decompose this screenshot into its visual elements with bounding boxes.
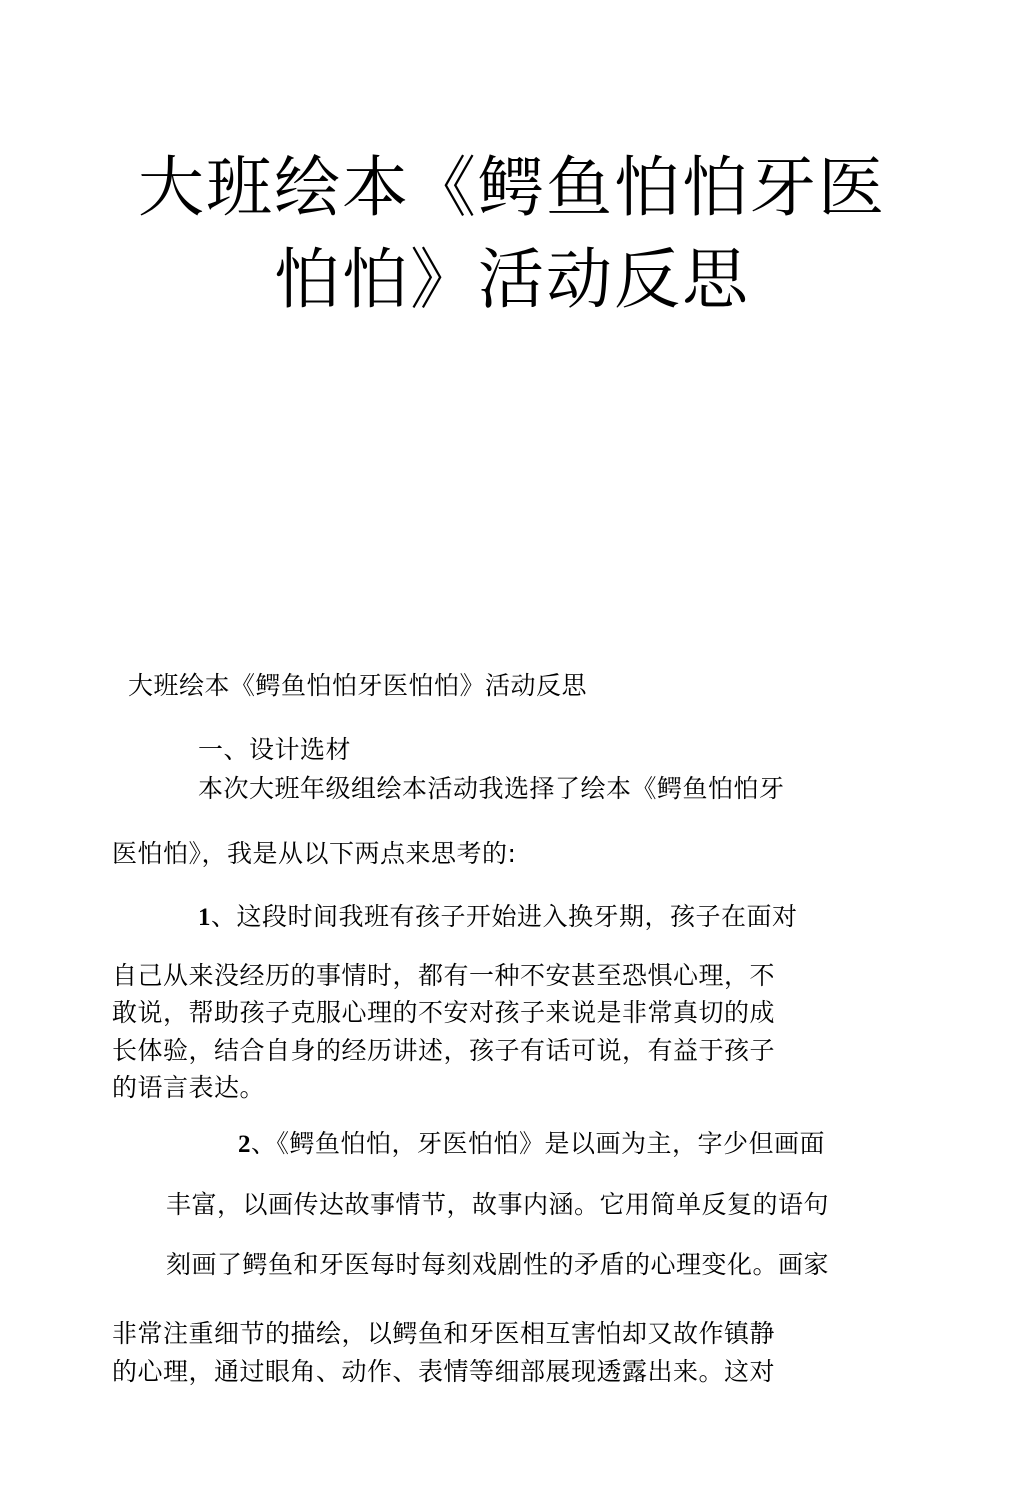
point-2-line-3: 刻画了鳄鱼和牙医每时每刻戏剧性的矛盾的心理变化。画家: [166, 1250, 830, 1279]
intro-line-1: 本次大班年级组绘本活动我选择了绘本《鳄鱼怕怕牙: [198, 774, 785, 803]
point-1-line-5: 的语言表达。: [112, 1073, 266, 1102]
point-2-line-1: [238, 1128, 825, 1161]
point-1-line-2: 自己从来没经历的事情时，都有一种不安甚至恐惧心理，不: [112, 961, 776, 990]
point-2-text: 、《鳄鱼怕怕，牙医怕怕》是以画为主，字少但画面: [251, 1129, 826, 1158]
section-heading: 一、设计选材: [198, 735, 352, 764]
subtitle: 大班绘本《鳄鱼怕怕牙医怕怕》活动反思: [128, 671, 588, 700]
document-title-line-2: 怕怕》活动反思: [274, 241, 750, 318]
point-1-line-3: 敢说，帮助孩子克服心理的不安对孩子来说是非常真切的成: [112, 998, 776, 1027]
point-1-line-1: [198, 901, 798, 934]
document-title-line-1: 大班绘本《鳄鱼怕怕牙医: [138, 149, 886, 226]
point-1-text: 、这段时间我班有孩子开始进入换牙期，孩子在面对: [211, 902, 798, 931]
point-2-line-5: 的心理，通过眼角、动作、表情等细部展现透露出来。这对: [112, 1357, 776, 1386]
point-1-line-4: 长体验，结合自身的经历讲述，孩子有话可说，有益于孩子: [112, 1036, 776, 1065]
point-2-number: 2: [238, 1131, 251, 1158]
point-1-number: 1: [198, 904, 211, 931]
point-2-line-2: 丰富，以画传达故事情节，故事内涵。它用简单反复的语句: [166, 1190, 830, 1219]
point-2-line-4: 非常注重细节的描绘，以鳄鱼和牙医相互害怕却又故作镇静: [112, 1319, 776, 1348]
intro-line-2: 医怕怕》，我是从以下两点来思考的:: [112, 839, 517, 868]
